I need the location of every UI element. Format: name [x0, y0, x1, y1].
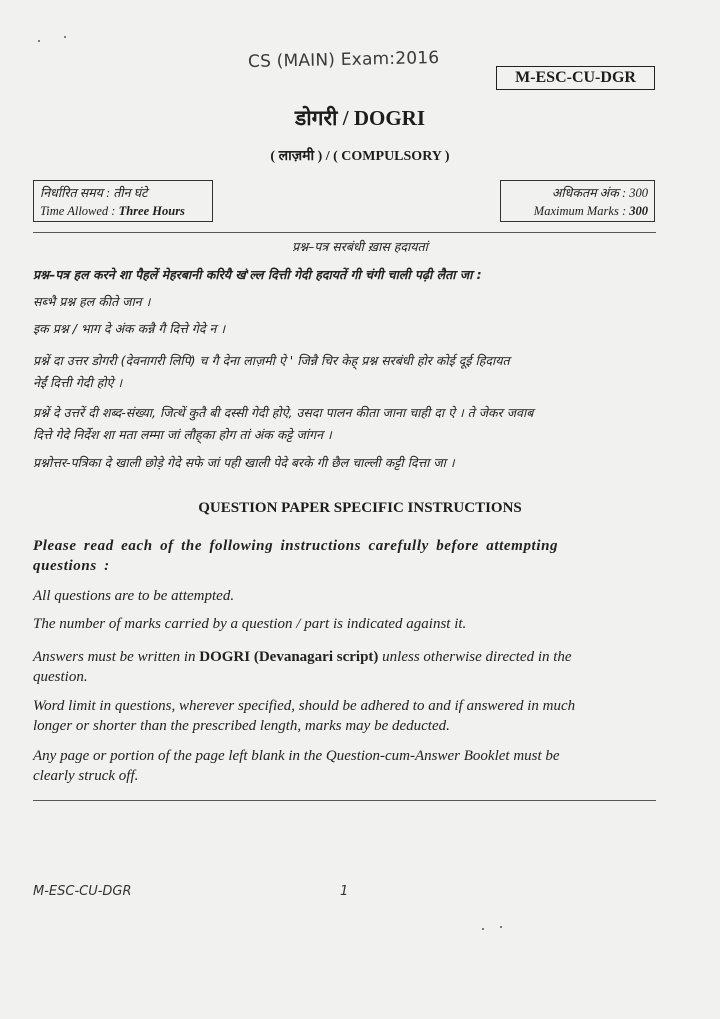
english-instruction-line: clearly struck off. [33, 768, 139, 784]
dogri-instructions-lead: प्रश्न–पत्र हल करने शा पैहलें मेहरबानी करियै खं'ल्ल दित्ती गेदी हदायतें गी चंगी चाली पढ़ी लैता जा : [33, 267, 482, 282]
english-instructions-heading: QUESTION PAPER SPECIFIC INSTRUCTIONS [198, 500, 522, 516]
footer-page-number: 1 [340, 884, 349, 899]
time-dogri: निर्धारित समय : तीन घंटे [40, 186, 148, 200]
marks-english: Maximum Marks : 300 [533, 204, 648, 218]
scan-speck [64, 36, 66, 38]
english-instruction-line: Any page or portion of the page left blank in the Question-cum-Answer Booklet must be [33, 748, 560, 764]
compulsory-label: ( लाज़मी ) / ( COMPULSORY ) [270, 149, 450, 164]
dogri-instruction-line: प्रश्नें दा उत्तर डोगरी (देवनागरी लिपि) च गै देना लाज़मी ऐ ' जिन्नै चिर केह्‌ प्रश्न सरबंधी होर कोई दूई हिदायत [33, 353, 510, 368]
english-instruction-line: The number of marks carried by a question / part is indicated against it. [33, 616, 467, 632]
marks-dogri: अधिकतम अंक : 300 [551, 186, 648, 200]
english-instruction-line: Word limit in questions, wherever specified, should be adhered to and if answered in much [33, 698, 576, 714]
english-instruction-line: question. [33, 669, 88, 685]
footer-paper-code: M-ESC-CU-DGR [33, 884, 132, 899]
dogri-instruction-line: नेईं दित्ती गेदी होऐ । [33, 375, 123, 390]
dogri-instruction-line: सब्भै प्रश्न हल कीते जान । [33, 294, 151, 309]
english-instruction-line: Answers must be written in DOGRI (Devanagari script) unless otherwise directed in the [33, 649, 572, 665]
time-english: Time Allowed : Three Hours [40, 204, 185, 218]
divider-bottom [33, 800, 656, 801]
dogri-instruction-line: प्रश्नोत्तर-पत्रिका दे खाली छोड़े गेदे सफे जां पही खाली पेदे बरके गी छैल चाल्ली कट्टी दित्ता जा । [33, 455, 455, 470]
dogri-instruction-line: दित्ते गेदे निर्देश शा मता लम्मा जां लौह्‌का होग तां अंक कट्टे जांगन । [33, 427, 332, 442]
exam-title-stamp: CS (MAIN) Exam:2016 [247, 47, 440, 73]
english-instruction-line: longer or shorter than the prescribed length, marks may be deducted. [33, 718, 450, 734]
scan-speck [500, 926, 502, 928]
paper-code-box: M-ESC-CU-DGR [496, 66, 655, 90]
english-lead-line: Please read each of the following instructions carefully before attempting [33, 538, 559, 554]
maximum-marks-box [500, 180, 655, 222]
scan-speck [482, 928, 484, 930]
english-lead-line: questions : [33, 558, 110, 574]
scan-speck [38, 40, 40, 42]
divider-top [33, 232, 656, 233]
dogri-instructions-heading: प्रश्न–पत्र सरबंधी ख़ास हदायतां [292, 239, 428, 254]
english-instruction-line: All questions are to be attempted. [33, 588, 235, 604]
time-allowed-box [33, 180, 213, 222]
language-title: डोगरी / DOGRI [294, 106, 426, 130]
dogri-instruction-line: प्रश्नें दे उत्तरें दी शब्द-संख्या, जित्थें कुतै बी दस्सी गेदी होऐ, उसदा पालन कीता जाना चाही दा ऐ । ते जेकर जवाब [33, 405, 534, 420]
dogri-instruction-line: इक प्रश्न / भाग दे अंक कन्नै गै दित्ते गेदे न । [33, 321, 226, 336]
